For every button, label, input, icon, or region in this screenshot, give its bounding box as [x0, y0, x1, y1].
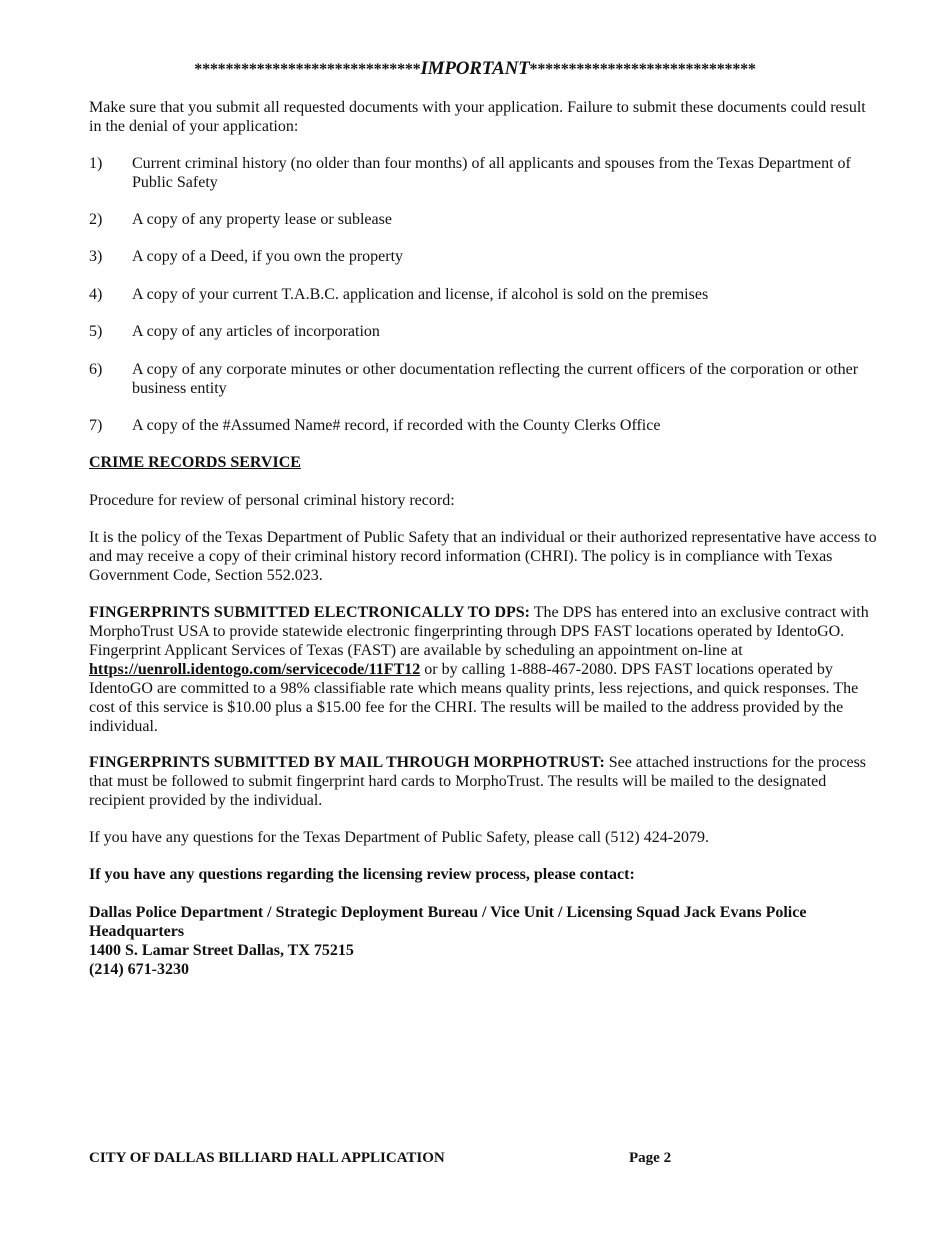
address-line-1: Dallas Police Department / Strategic Deployment Bureau / Vice Unit / Licensing Squad Jack Evans Police Headquarters	[89, 904, 807, 940]
footer-title: CITY OF DALLAS BILLIARD HALL APPLICATION	[89, 1150, 445, 1166]
fingerprints-mail-paragraph	[89, 753, 879, 810]
list-item-number: 4)	[89, 286, 103, 303]
fingerprints-electronic-text-after: or by calling 1-888-467-2080. DPS FAST locations operated by IdentoGO are committed to a 98% classifiable rate which means quality prints, less rejections, and quick responses. The cost of this service is $10.00 plus a $15.00 fee for the CHRI. The results will be mailed to the address provided by the individual.	[89, 661, 859, 735]
address-phone: (214) 671-3230	[89, 961, 189, 978]
list-item-number: 3)	[89, 248, 103, 265]
intro-paragraph: Make sure that you submit all requested documents with your application. Failure to submit these documents could result in the denial of your application:	[89, 99, 866, 135]
banner-important-label: IMPORTANT	[420, 58, 530, 79]
list-item-text: A copy of a Deed, if you own the property	[132, 248, 404, 265]
address-line-2: 1400 S. Lamar Street Dallas, TX 75215	[89, 942, 354, 959]
banner-right-stars: *****************************	[529, 61, 756, 78]
list-item-number: 5)	[89, 323, 103, 340]
fingerprints-electronic-heading: FINGERPRINTS SUBMITTED ELECTRONICALLY TO DPS:	[89, 604, 530, 621]
important-banner	[0, 58, 950, 81]
fingerprints-electronic-paragraph	[89, 603, 881, 736]
policy-paragraph: It is the policy of the Texas Department of Public Safety that an individual or their authorized representative have access to and may receive a copy of their criminal history record information (CHRI). The policy is in compliance with Texas Government Code, Section 552.023.	[89, 529, 877, 584]
fingerprints-mail-text: See attached instructions for the process that must be followed to submit fingerprint hard cards to MorphoTrust. The results will be mailed to the designated recipient provided by the individual.	[89, 754, 867, 809]
list-item-number: 7)	[89, 417, 103, 434]
list-item-text: A copy of the #Assumed Name# record, if recorded with the County Clerks Office	[132, 417, 661, 434]
list-item-text: A copy of any property lease or sublease	[132, 211, 392, 228]
procedure-text: Procedure for review of personal criminal history record:	[89, 492, 455, 509]
fingerprints-electronic-text: The DPS has entered into an exclusive contract with MorphoTrust USA to provide statewide electronic fingerprinting through DPS FAST locations operated by IdentoGO. Fingerprint Applicant Services of Texas (FAST) are available by scheduling an appointment on-line at	[89, 604, 869, 659]
identogo-link[interactable]: https://uenroll.identogo.com/servicecode/11FT12	[89, 661, 421, 678]
list-item-number: 1)	[89, 155, 103, 172]
list-item-text: Current criminal history (no older than four months) of all applicants and spouses from the Texas Department of Public Safety	[132, 155, 851, 191]
footer-page-number: Page 2	[629, 1150, 672, 1166]
list-item-text: A copy of your current T.A.B.C. application and license, if alcohol is sold on the premises	[132, 286, 709, 303]
contact-address	[89, 903, 879, 979]
fingerprints-mail-heading: FINGERPRINTS SUBMITTED BY MAIL THROUGH MORPHOTRUST:	[89, 754, 605, 771]
banner-left-stars: *****************************	[194, 61, 421, 78]
list-item-number: 2)	[89, 211, 103, 228]
list-item-text: A copy of any articles of incorporation	[132, 323, 380, 340]
list-item-number: 6)	[89, 361, 103, 378]
contact-question: If you have any questions regarding the licensing review process, please contact:	[89, 866, 635, 883]
dps-questions-text: If you have any questions for the Texas Department of Public Safety, please call (512) 424-2079.	[89, 829, 710, 846]
list-item-text: A copy of any corporate minutes or other documentation reflecting the current officers of the corporation or other business entity	[132, 361, 859, 397]
crime-records-title: CRIME RECORDS SERVICE	[89, 454, 301, 471]
